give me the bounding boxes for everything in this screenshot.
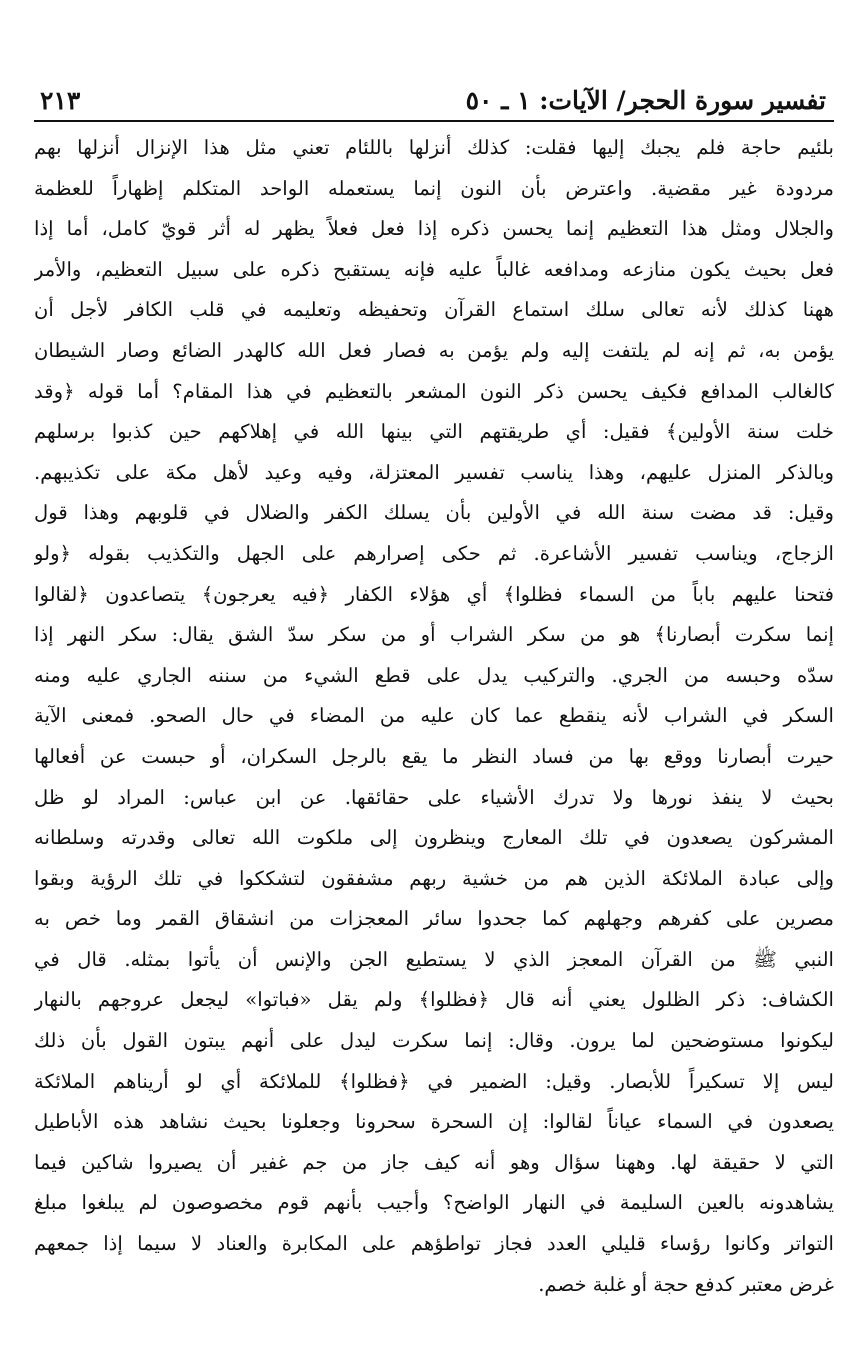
text-line: ليكونوا مستوضحين لما يرون. وقال: إنما سكرت ليدل على أنهم يبتون القول بأن ذلك <box>34 1029 834 1053</box>
text-line: بحيث لا ينفذ نورها ولا تدرك الأشياء على حقائقها. عن ابن عباس: المراد لو ظل <box>34 785 834 809</box>
body-text <box>34 128 834 1305</box>
text-line: مصرين على كفرهم وجهلهم كما جحدوا سائر المعجزات من انشقاق القمر وما خص به <box>34 907 834 931</box>
text-line: خلت سنة الأولين﴾ فقيل: أي طريقتهم التي بينها الله في إهلاكهم حين كذبوا برسلهم <box>34 420 834 444</box>
text-line: يصعدون في السماء عياناً لقالوا: إن السحرة سحرونا وجعلونا بحيث نشاهد هذه الأباطيل <box>34 1110 834 1134</box>
book-page <box>34 84 834 1344</box>
page-number: ٢١٣ <box>40 86 81 115</box>
text-line: مردودة غير مقضية. واعترض بأن النون إنما يستعمله الواحد المتكلم إظهاراً للعظمة <box>34 176 834 200</box>
text-line: سدّه وحبسه من الجري. والتركيب يدل على قطع الشيء من سننه الجاري عليه ومنه <box>34 663 834 687</box>
text-line: يؤمن به، ثم إنه لم يلتفت إليه ولم يؤمن به فصار فعل الله كالهدر الضائع وصار الشيطان <box>34 338 834 362</box>
text-line: ههنا كذلك لأنه تعالى سلك استماع القرآن وتحفيظه وتعليمه في قلب الكافر لأجل أن <box>34 298 834 322</box>
text-line: وبالذكر المنزل عليهم، وهذا يناسب تفسير المعتزلة، وفيه وعيد لأهل مكة على تكذيبهم. <box>34 460 834 484</box>
text-line: ليس إلا تسكيراً للأبصار. وقيل: الضمير في ﴿فظلوا﴾ للملائكة أي لو أريناهم الملائكة <box>34 1069 834 1093</box>
running-header <box>34 84 834 122</box>
text-line: كالغالب المدافع فكيف يحسن ذكر النون المشعر بالتعظيم في هذا المقام؟ أما قوله ﴿وقد <box>34 379 834 403</box>
text-line: حيرت أبصارنا ووقع بها من فساد النظر ما يقع بالرجل السكران، أو حبست عن أفعالها <box>34 744 834 768</box>
text-line: وقيل: قد مضت سنة الله في الأولين بأن يسلك الكفر والضلال في قلوبهم وهذا قول <box>34 501 834 525</box>
text-line: وإلى عبادة الملائكة الذين هم من خشية ربهم مشفقون لتشككوا في تلك الرؤية وبقوا <box>34 866 834 890</box>
text-line: النبي ﷺ من القرآن المعجز الذي لا يستطيع الجن والإنس أن يأتوا بمثله. قال في <box>34 947 834 971</box>
running-title: تفسير سورة الحجر/ الآيات: ١ ـ ٥٠ <box>465 86 826 115</box>
text-line: فعل بحيث يكون منازعه ومدافعه غالباً عليه فإنه يستقبح ذكره على سبيل التعظيم، والأمر <box>34 257 834 281</box>
text-line: إنما سكرت أبصارنا﴾ هو من سكر الشراب أو من سكر سدّ الشق يقال: سكر النهر إذا <box>34 623 834 647</box>
text-line: يشاهدونه بالعين السليمة في النهار الواضح؟ وأجيب بأنهم قوم مخصوصون لم يبلغوا مبلغ <box>34 1191 834 1215</box>
text-line: السكر في الشراب لأنه ينقطع عما كان عليه من المضاء في حال الصحو. فمعنى الآية <box>34 704 834 728</box>
text-line: بلئيم حاجة فلم يجبك إليها فقلت: كذلك أنزلها باللئام تعني مثل هذا الإنزال أنزلها بهم <box>34 136 834 159</box>
text-line: والجلال ومثل هذا التعظيم إنما يحسن ذكره إذا فعل فعلاً يظهر له أثر قويّ كامل، أما إذا <box>34 217 834 241</box>
text-line: المشركون يصعدون في تلك المعارج وينظرون إلى ملكوت الله تعالى وقدرته وسلطانه <box>34 826 834 850</box>
text-line: الكشاف: ذكر الظلول يعني أنه قال ﴿فظلوا﴾ ولم يقل «فباتوا» ليجعل عروجهم بالنهار <box>34 988 834 1012</box>
text-line: التواتر وكانوا رؤساء قليلي العدد فجاز تواطؤهم على المكابرة والعناد لا سيما إذا جمعهم <box>34 1232 834 1256</box>
text-line: التي لا حقيقة لها. وههنا سؤال وهو أنه كيف جاز من جم غفير أن يصيروا شاكين فيما <box>34 1150 834 1174</box>
text-line: فتحنا عليهم باباً من السماء فظلوا﴾ أي هؤلاء الكفار ﴿فيه يعرجون﴾ يتصاعدون ﴿لقالوا <box>34 582 834 606</box>
text-line: غرض معتبر كدفع حجة أو غلبة خصم. <box>538 1272 834 1296</box>
text-line: الزجاج، ويناسب تفسير الأشاعرة. ثم حكى إصرارهم على الجهل والتكذيب بقوله ﴿ولو <box>34 541 834 565</box>
